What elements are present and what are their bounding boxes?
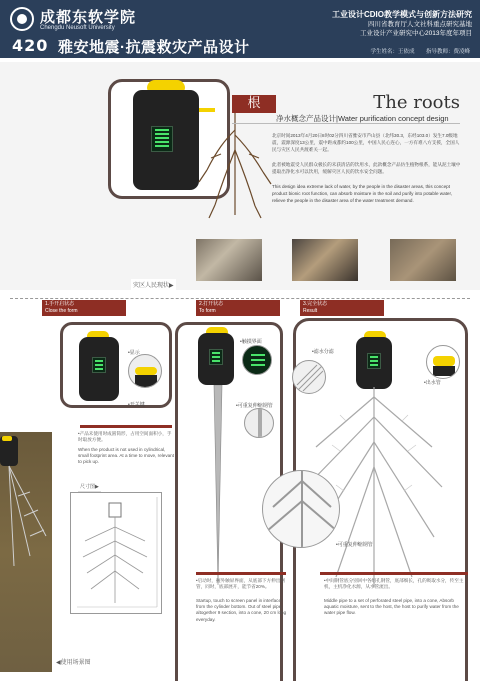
opening-product-screen bbox=[209, 349, 223, 365]
photo-disaster-2 bbox=[292, 239, 358, 281]
result-product-screen bbox=[367, 353, 381, 369]
author-meta bbox=[360, 47, 470, 55]
product-screen bbox=[151, 126, 173, 152]
callout-sensor: •可重复伸缩钢管 bbox=[336, 542, 373, 548]
section-head-1-cn: 1.手开启状态 bbox=[45, 301, 75, 307]
panel-a-note-cn: •产品未使用时成圆筒形，占用空间面积小，手时取放方便。 bbox=[78, 431, 172, 443]
closed-product bbox=[79, 331, 119, 401]
section-head-3 bbox=[300, 300, 384, 316]
callout-pipe-tip: •可重复伸缩钢管 bbox=[236, 403, 273, 409]
panel-b-note-cn: •启动时，握外触屏界面，从底部下方伸出钢管，同时，底部展开，能节省20%。 bbox=[196, 578, 285, 590]
subheading-divider bbox=[232, 123, 460, 124]
panel-b-divider bbox=[196, 572, 286, 575]
school-logo bbox=[10, 6, 140, 34]
section-head-2-en: To form bbox=[199, 308, 216, 314]
poster-header bbox=[0, 0, 480, 58]
filter-detail bbox=[292, 360, 326, 394]
use-scene-label: ◀使用场景图 bbox=[56, 660, 91, 666]
section-head-1-en: Close the form bbox=[45, 308, 78, 314]
section-head-3-en: Result bbox=[303, 308, 318, 314]
intro-paragraph-en: This design idea extreme lack of water, by the people in the disaster areas, this concept product bionic root function, can absorb moisture in the soil and purify into potable water, relieve the people in the disaster area of the water treatment demand. bbox=[272, 184, 453, 203]
section-head-2 bbox=[196, 300, 280, 316]
soil-product-illustration bbox=[0, 436, 52, 576]
roots-title: The roots bbox=[373, 92, 460, 113]
section-head-2-cn: 2.打开状态 bbox=[199, 301, 224, 307]
section-head-1 bbox=[42, 300, 126, 316]
dimension-svg bbox=[71, 493, 163, 615]
touch-screen-detail bbox=[242, 345, 272, 375]
closed-product-screen bbox=[92, 357, 106, 373]
outlet-detail bbox=[426, 345, 460, 379]
intro-paragraph-cn-1: 北京时间2013年4月20日8时02分四川省雅安市芦山县（北纬30.3，东经103.0）发生7.0级地震，震源深度13公里，震中距成都约100公里，中国人民心连心，一方有难八方支援，全国人民与灾区人民共渡难关一起。 bbox=[272, 133, 460, 152]
student-name: 学生姓名：王依成 bbox=[370, 49, 415, 55]
research-center: 工业设计产业研究中心2013年度年项目 bbox=[360, 30, 472, 37]
school-name-en: Chengdu Neusoft University bbox=[40, 25, 115, 31]
school-emblem-icon bbox=[10, 7, 34, 31]
panel-a-divider bbox=[80, 425, 172, 428]
opening-product bbox=[198, 327, 238, 387]
photo-caption: 灾区人民现状▶ bbox=[131, 279, 176, 290]
research-base: 四川省教育厅人文社科重点研究基地 bbox=[368, 21, 472, 28]
photo-disaster-3 bbox=[390, 239, 456, 281]
project-title: 雅安地震·抗震救灾产品设计 bbox=[58, 39, 250, 56]
dimension-drawing bbox=[70, 492, 162, 614]
intro-paragraph-cn-2: 此者被地震受人民群众极长的未获清洁的饮用水，此款概念产品仿生植物根系，能从泥土壤中提取出净化水可以饮用，缓解灾区人民的饮水安全问题。 bbox=[272, 162, 461, 174]
dimension-label: 尺寸图▶ bbox=[80, 484, 99, 490]
research-info bbox=[292, 9, 472, 38]
callout-screen: •显示 bbox=[128, 350, 140, 356]
callout-outlet: •出水管 bbox=[424, 380, 441, 386]
concept-subheading: 净水概念产品设计|Water purification concept design bbox=[276, 114, 449, 123]
photo-disaster-1 bbox=[196, 239, 262, 281]
callout-filter: •滤水分滤 bbox=[312, 349, 334, 355]
panel-c-note-cn: •中间钢管底分别回中各组孔钢管，底部细长，孔的吸取水分，传至主机，主机净化水源，从水管流出。 bbox=[324, 578, 464, 590]
pipe-tip-detail bbox=[244, 408, 274, 438]
extended-pipe bbox=[212, 385, 224, 585]
panel-c-divider bbox=[320, 572, 468, 575]
result-product bbox=[356, 331, 396, 391]
project-number: 420 bbox=[12, 36, 49, 55]
section-divider bbox=[10, 298, 470, 299]
roots-illustration bbox=[195, 110, 275, 220]
root-chinese-tag: 根 bbox=[232, 95, 276, 113]
callout-touch-interface: •触摸界面 bbox=[240, 339, 262, 345]
research-title: 工业设计CDIO教学模式与创新方法研究 bbox=[332, 10, 472, 19]
school-name-cn: 成都东软学院 bbox=[40, 8, 137, 26]
panel-c-note-en: Middle pipe to a set of perforated steel pipe, into a cone, Absorb aquatic moisture, sent to the host, the host to purify water from the water pipe flow. bbox=[324, 598, 459, 616]
disaster-photos bbox=[0, 239, 480, 281]
callout-button: •开关键 bbox=[128, 402, 145, 408]
teacher-name: 指导教师：费凌峰 bbox=[425, 49, 470, 55]
detail-circle-cap bbox=[128, 354, 162, 388]
panel-b-note-en: Startup, touch to screen panel in interface from the cylinder bottom. Out of steel pipe, altogether 9 section, into a cone, 20 cm long everyday. bbox=[196, 598, 287, 622]
pipe-joint-detail bbox=[262, 470, 340, 548]
section-head-3-cn: 3.完全状态 bbox=[303, 301, 328, 307]
panel-a-note-en: When the product is not used in cylindrical, small footprint area. At a time to move, relevant to pick up. bbox=[78, 447, 175, 465]
